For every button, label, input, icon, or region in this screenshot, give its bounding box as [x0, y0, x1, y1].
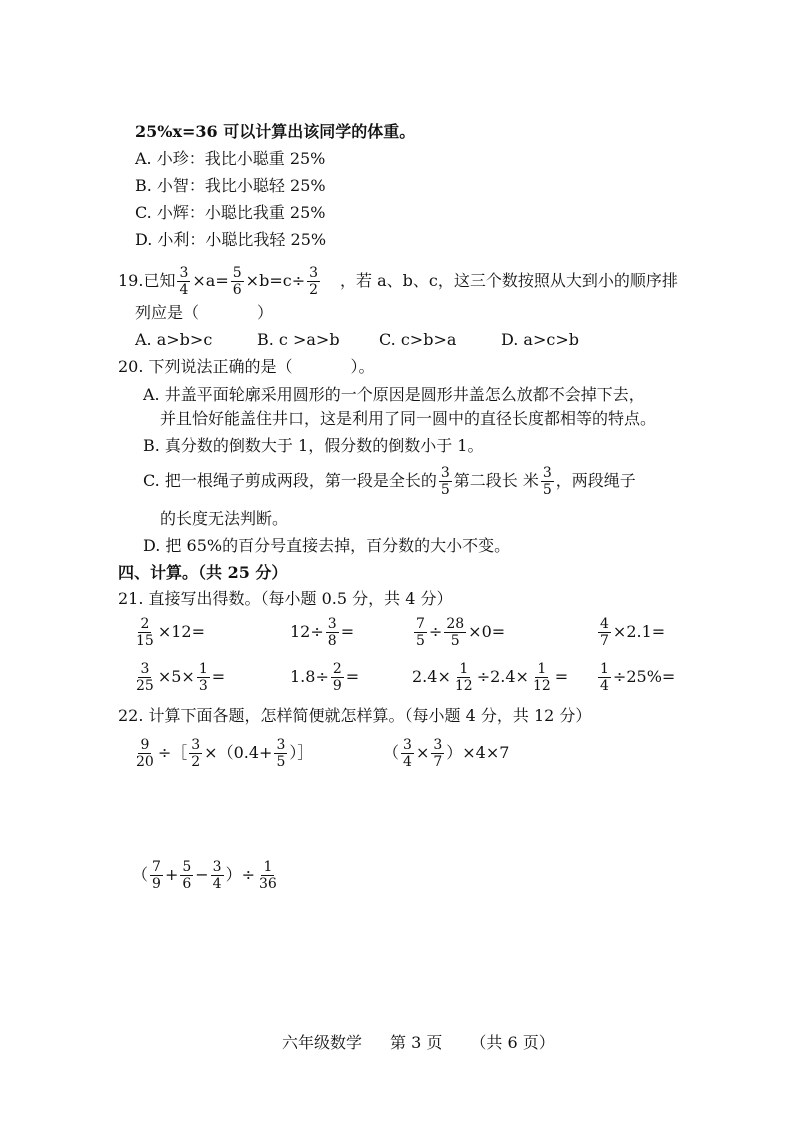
q20-c-pre: C. 把一根绳子剪成两段，第一段是全长的 — [143, 471, 437, 490]
denominator: 25 — [136, 678, 154, 694]
q19-options — [135, 328, 623, 352]
fraction — [134, 661, 156, 694]
numerator: 5 — [232, 265, 242, 281]
q18-option-a: A. 小珍：我比小聪重 25% — [135, 149, 326, 168]
q20-option-d: D. 把 65%的百分号直接去掉，百分数的大小不变。 — [143, 536, 511, 555]
q20-option-c — [143, 463, 636, 499]
q20-title — [118, 355, 375, 379]
denominator: 2 — [309, 282, 319, 298]
denominator: 9 — [152, 876, 161, 892]
numerator: 4 — [600, 616, 609, 632]
fraction — [197, 661, 210, 694]
fraction — [531, 661, 553, 694]
expr-text: （ — [383, 743, 400, 762]
expr-pre: 2.4× — [412, 667, 451, 686]
expr-text: ）÷ — [225, 865, 256, 884]
fraction — [150, 859, 163, 892]
numerator: 2 — [140, 616, 150, 632]
q19-number: 19. — [118, 271, 144, 290]
numerator: 1 — [459, 661, 469, 677]
numerator: 3 — [309, 265, 319, 281]
denominator: 6 — [182, 876, 192, 892]
q19-mid2: ×b=c÷ — [245, 271, 306, 290]
q19-option-d: D. a>c>b — [501, 330, 579, 349]
q19-fraction-3 — [307, 265, 320, 298]
q18-option-c: C. 小辉：小聪比我重 25% — [135, 203, 326, 222]
numerator: 1 — [198, 661, 208, 677]
denominator: 5 — [276, 754, 286, 770]
denominator: 4 — [179, 282, 189, 298]
numerator: 3 — [179, 265, 189, 281]
q21-expr-4 — [596, 614, 665, 650]
q19-mid1: ×a= — [192, 271, 229, 290]
fraction — [598, 661, 611, 694]
numerator: 9 — [140, 737, 150, 753]
numerator: 3 — [276, 737, 286, 753]
expr-mid: ÷2.4× — [476, 667, 529, 686]
denominator: 4 — [212, 876, 222, 892]
q22-problem-3 — [132, 857, 281, 893]
expr-mid: ×5× — [157, 667, 195, 686]
q20-title-text: 20. 下列说法正确的是（ — [118, 357, 293, 376]
numerator: 7 — [152, 859, 161, 875]
expr-text: ÷25%= — [612, 667, 676, 686]
expr-pre: 1.8÷ — [290, 667, 329, 686]
footer-page-number: 第 3 页 — [390, 1033, 443, 1052]
numerator: 2 — [332, 661, 342, 677]
fraction — [134, 737, 156, 770]
q19-rest: ，若 a、b、c，这三个数按照从大到小的顺序排 — [340, 271, 678, 290]
q22-problem-2 — [383, 735, 509, 771]
expr-text: = — [345, 667, 360, 686]
q19-option-c: C. c>b>a — [379, 330, 457, 349]
numerator: 3 — [140, 661, 150, 677]
fraction — [431, 737, 444, 770]
fraction — [331, 661, 344, 694]
expr-text: = — [340, 622, 355, 641]
fraction — [401, 737, 414, 770]
numerator: 5 — [182, 859, 192, 875]
footer-total-pages: （共 6 页） — [470, 1033, 555, 1052]
q20-c-post: ，两段绳子 — [555, 471, 636, 490]
expr-text: ×12= — [157, 622, 205, 641]
denominator: 7 — [433, 754, 443, 770]
denominator: 36 — [259, 876, 277, 892]
fraction — [453, 661, 475, 694]
denominator: 5 — [542, 482, 552, 498]
q20-c-fraction-2 — [541, 465, 554, 498]
expr-text: ×0= — [468, 622, 506, 641]
denominator: 7 — [600, 633, 609, 649]
q19-fraction-2 — [231, 265, 244, 298]
q18-tail: 25%x=36 可以计算出该同学的体重。 — [135, 122, 416, 141]
q21-expr-6 — [290, 659, 359, 695]
denominator: 15 — [136, 633, 154, 649]
q19-question — [118, 263, 678, 299]
q20-c-mid: 第二段长 米 — [453, 471, 539, 490]
expr-text: + — [164, 865, 179, 884]
denominator: 6 — [232, 282, 242, 298]
q20-option-a-line1: A. 井盖平面轮廓采用圆形的一个原因是圆形井盖怎么放都不会掉下去， — [143, 385, 645, 404]
fraction — [189, 737, 202, 770]
denominator: 2 — [191, 754, 201, 770]
q20-title-end: ）。 — [350, 357, 375, 376]
expr-text: = — [554, 667, 569, 686]
fraction — [326, 616, 339, 649]
numerator: 3 — [433, 737, 443, 753]
numerator: 3 — [403, 737, 412, 753]
q20-option-c-line2: 的长度无法判断。 — [160, 509, 289, 528]
expr-text: ÷［ — [157, 743, 188, 762]
expr-text: − — [195, 865, 209, 884]
denominator: 5 — [450, 633, 460, 649]
q21-expr-5 — [132, 659, 225, 695]
q18-option-d: D. 小利：小聪比我轻 25% — [135, 230, 327, 249]
q19-line2-text: 列应是（ — [135, 303, 200, 322]
footer-subject: 六年级数学 — [282, 1033, 363, 1052]
denominator: 8 — [327, 633, 337, 649]
denominator: 12 — [454, 678, 473, 694]
q19-option-b: B. c >a>b — [257, 330, 340, 349]
q21-title: 21. 直接写出得数。（每小题 0.5 分，共 4 分） — [118, 589, 453, 608]
expr-text: ×（0.4+ — [204, 743, 273, 762]
fraction — [414, 616, 427, 649]
expr-text: = — [211, 667, 226, 686]
q21-expr-8 — [596, 659, 675, 695]
denominator: 4 — [600, 678, 609, 694]
section-4-heading: 四、计算。（共 25 分） — [118, 563, 288, 582]
numerator: 1 — [600, 661, 609, 677]
denominator: 12 — [532, 678, 551, 694]
denominator: 5 — [440, 482, 450, 498]
numerator: 3 — [191, 737, 201, 753]
expr-mid: ÷ — [428, 622, 443, 641]
numerator: 1 — [537, 661, 547, 677]
q19-fraction-1 — [177, 265, 190, 298]
numerator: 3 — [327, 616, 337, 632]
q19-option-a: A. a>b>c — [135, 330, 213, 349]
q21-expr-3 — [412, 614, 505, 650]
q21-expr-7 — [412, 659, 568, 695]
q20-option-b: B. 真分数的倒数大于 1，假分数的倒数小于 1。 — [143, 436, 484, 455]
denominator: 5 — [416, 633, 425, 649]
q21-expr-2 — [290, 614, 354, 650]
fraction — [598, 616, 611, 649]
denominator: 20 — [136, 754, 154, 770]
q22-problem-1 — [132, 735, 313, 771]
denominator: 3 — [198, 678, 208, 694]
expr-text: ）］ — [289, 743, 314, 762]
fraction — [180, 859, 193, 892]
fraction — [274, 737, 287, 770]
denominator: 4 — [403, 754, 412, 770]
fraction — [211, 859, 224, 892]
q21-expr-1 — [132, 614, 205, 650]
page-footer — [282, 1031, 555, 1055]
expr-text: ×2.1= — [612, 622, 666, 641]
denominator: 9 — [332, 678, 342, 694]
expr-text: ）×4×7 — [446, 743, 510, 762]
q18-option-b: B. 小智：我比小聪轻 25% — [135, 176, 326, 195]
expr-text: （ — [132, 865, 149, 884]
numerator: 3 — [542, 465, 552, 481]
numerator: 7 — [416, 616, 425, 632]
q22-title: 22. 计算下面各题，怎样简便就怎样算。（每小题 4 分，共 12 分） — [118, 706, 592, 725]
numerator: 28 — [446, 616, 465, 632]
q19-line2 — [135, 301, 273, 325]
fraction — [257, 859, 279, 892]
expr-text: × — [415, 743, 430, 762]
q20-c-fraction-1 — [439, 465, 452, 498]
numerator: 3 — [212, 859, 222, 875]
fraction — [134, 616, 156, 649]
q19-pre: 已知 — [143, 271, 176, 290]
q19-line2-end: ） — [257, 303, 274, 322]
q20-option-a-line2: 并且恰好能盖住井口，这是利用了同一圆中的直径长度都相等的特点。 — [160, 409, 657, 428]
numerator: 3 — [440, 465, 450, 481]
expr-pre: 12÷ — [290, 622, 324, 641]
fraction — [444, 616, 466, 649]
numerator: 1 — [263, 859, 273, 875]
